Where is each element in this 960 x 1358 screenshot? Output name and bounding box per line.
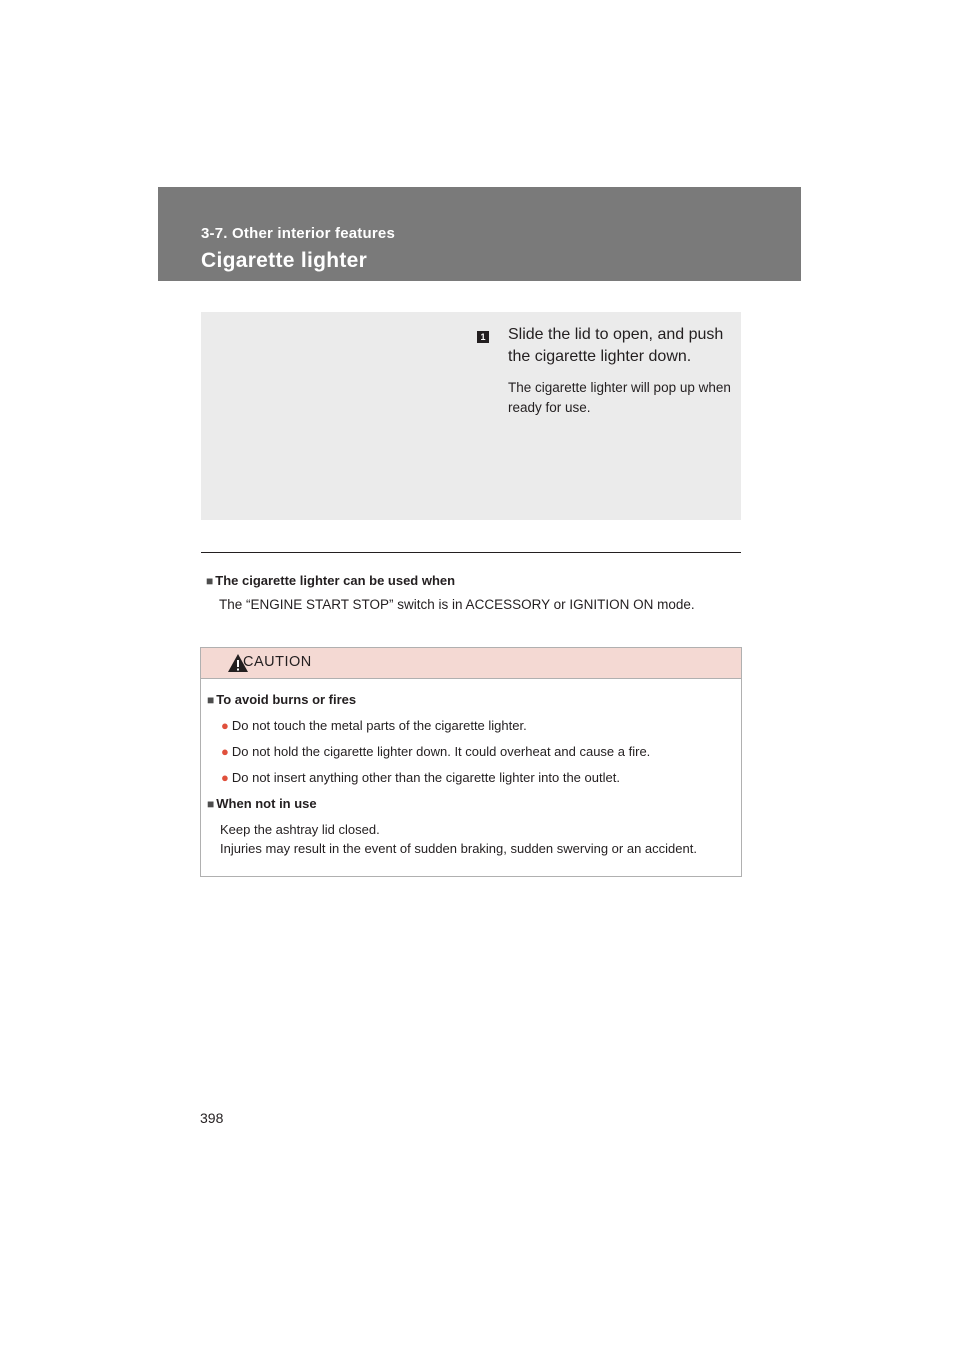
info-heading-text: The cigarette lighter can be used when — [215, 573, 456, 588]
filled-circle-icon: ● — [221, 770, 229, 785]
step-note: The cigarette lighter will pop up when ready for use. — [508, 380, 731, 415]
illustration-panel — [201, 312, 741, 520]
caution-line: Keep the ashtray lid closed. — [220, 822, 380, 837]
step-instruction: Slide the lid to open, and push the cigarette lighter down. — [508, 326, 724, 365]
step-number-badge: 1 — [477, 331, 489, 343]
section-divider — [201, 552, 741, 553]
section-header — [158, 187, 801, 281]
info-heading — [206, 573, 455, 588]
caution-heading-not-in-use — [207, 796, 317, 811]
filled-square-icon: ■ — [207, 797, 215, 811]
caution-bullet-text: Do not hold the cigarette lighter down. It could overheat and cause a fire. — [231, 744, 651, 759]
section-label: 3-7. Other interior features — [201, 225, 395, 242]
filled-circle-icon: ● — [221, 744, 229, 759]
caution-bullet-text: Do not insert anything other than the cigarette lighter into the outlet. — [231, 770, 620, 785]
caution-box — [200, 647, 742, 877]
filled-square-icon: ■ — [207, 693, 215, 707]
caution-heading-text: When not in use — [216, 796, 317, 811]
caution-line: Injuries may result in the event of sudden braking, sudden swerving or an accident. — [220, 841, 697, 856]
caution-heading-text: To avoid burns or fires — [216, 692, 357, 707]
info-body: The “ENGINE START STOP” switch is in ACCESSORY or IGNITION ON mode. — [219, 597, 695, 612]
caution-title: CAUTION — [243, 654, 312, 670]
caution-heading-burns — [207, 692, 356, 707]
page-title: Cigarette lighter — [201, 249, 368, 272]
caution-bullet — [221, 770, 620, 785]
caution-bullet-text: Do not touch the metal parts of the cigarette lighter. — [231, 718, 527, 733]
page-number: 398 — [200, 1110, 224, 1126]
filled-square-icon: ■ — [206, 574, 214, 588]
caution-bullet — [221, 744, 650, 759]
filled-circle-icon: ● — [221, 718, 229, 733]
caution-bullet — [221, 718, 527, 733]
caution-header — [201, 648, 741, 679]
